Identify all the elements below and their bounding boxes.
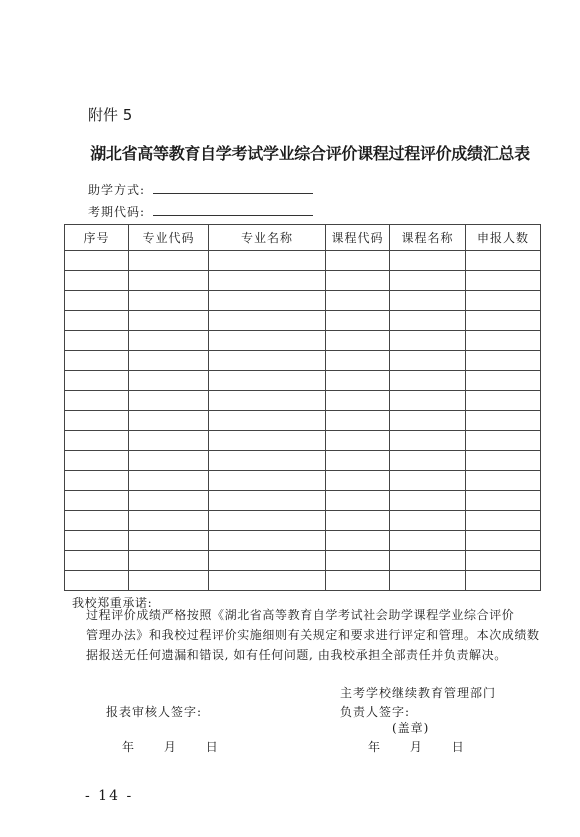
table-header-row	[65, 225, 541, 251]
attachment-label: 附件 5	[88, 106, 133, 124]
commitment-line-1: 过程评价成绩严格按照《湖北省高等教育自学考试社会助学课程学业综合评价	[86, 608, 515, 622]
table-cell[interactable]	[129, 291, 209, 311]
table-row	[65, 311, 541, 331]
table-cell[interactable]	[466, 531, 541, 551]
table-row	[65, 331, 541, 351]
table-cell[interactable]	[390, 391, 466, 411]
table-row	[65, 431, 541, 451]
table-cell[interactable]	[466, 311, 541, 331]
table-cell[interactable]	[209, 391, 326, 411]
column-header-applicant-count: 申报人数	[466, 225, 541, 251]
table-cell[interactable]	[466, 511, 541, 531]
table-cell[interactable]	[466, 271, 541, 291]
table-cell[interactable]	[326, 311, 390, 331]
table-row	[65, 451, 541, 471]
table-cell[interactable]	[65, 491, 129, 511]
table-cell[interactable]	[65, 531, 129, 551]
table-cell[interactable]	[326, 291, 390, 311]
table-row	[65, 511, 541, 531]
table-cell[interactable]	[65, 351, 129, 371]
reviewer-signature-label: 报表审核人签字:	[106, 705, 203, 719]
table-cell[interactable]	[209, 511, 326, 531]
table-row	[65, 491, 541, 511]
table-cell[interactable]	[209, 431, 326, 451]
table-cell[interactable]	[390, 371, 466, 391]
page-number: - 14 -	[85, 788, 134, 804]
table-cell[interactable]	[326, 351, 390, 371]
table-cell[interactable]	[129, 571, 209, 591]
table-cell[interactable]	[390, 351, 466, 371]
table-cell[interactable]	[466, 571, 541, 591]
table-cell[interactable]	[129, 311, 209, 331]
table-cell[interactable]	[65, 471, 129, 491]
table-cell[interactable]	[466, 431, 541, 451]
table-cell[interactable]	[209, 251, 326, 271]
table-cell[interactable]	[390, 471, 466, 491]
table-cell[interactable]	[65, 571, 129, 591]
table-cell[interactable]	[390, 571, 466, 591]
summary-table	[64, 224, 541, 591]
table-cell[interactable]	[390, 311, 466, 331]
table-cell[interactable]	[466, 411, 541, 431]
table-row	[65, 351, 541, 371]
column-header-major-code: 专业代码	[129, 225, 209, 251]
table-cell[interactable]	[129, 551, 209, 571]
table-cell[interactable]	[129, 531, 209, 551]
table-cell[interactable]	[326, 571, 390, 591]
column-header-course-name: 课程名称	[390, 225, 466, 251]
table-row	[65, 291, 541, 311]
table-row	[65, 271, 541, 291]
table-cell[interactable]	[65, 511, 129, 531]
column-header-major-name: 专业名称	[209, 225, 326, 251]
table-cell[interactable]	[129, 471, 209, 491]
table-cell[interactable]	[326, 271, 390, 291]
table-cell[interactable]	[129, 371, 209, 391]
table-cell[interactable]	[129, 431, 209, 451]
table-cell[interactable]	[326, 491, 390, 511]
table-cell[interactable]	[129, 251, 209, 271]
table-body	[65, 251, 541, 591]
table-cell[interactable]	[65, 331, 129, 351]
table-cell[interactable]	[390, 411, 466, 431]
department-label: 主考学校继续教育管理部门	[340, 686, 497, 700]
table-cell[interactable]	[209, 571, 326, 591]
table-cell[interactable]	[209, 351, 326, 371]
table-cell[interactable]	[326, 391, 390, 411]
table-row	[65, 251, 541, 271]
form-title: 湖北省高等教育自学考试学业综合评价课程过程评价成绩汇总表	[90, 144, 530, 163]
table-cell[interactable]	[209, 551, 326, 571]
table-cell[interactable]	[390, 511, 466, 531]
table-row	[65, 471, 541, 491]
table-cell[interactable]	[129, 411, 209, 431]
table-row	[65, 531, 541, 551]
column-header-serial: 序号	[65, 225, 129, 251]
table-cell[interactable]	[466, 291, 541, 311]
table-cell[interactable]	[65, 371, 129, 391]
exam-period-code-field[interactable]	[153, 215, 313, 216]
table-cell[interactable]	[129, 511, 209, 531]
table-cell[interactable]	[326, 431, 390, 451]
seal-label: (盖章)	[392, 721, 430, 735]
table-cell[interactable]	[65, 311, 129, 331]
table-cell[interactable]	[65, 451, 129, 471]
table-cell[interactable]	[326, 551, 390, 571]
table-cell[interactable]	[129, 491, 209, 511]
table-cell[interactable]	[466, 451, 541, 471]
table-cell[interactable]	[209, 291, 326, 311]
table-cell[interactable]	[390, 291, 466, 311]
commitment-line-2: 管理办法》和我校过程评价实施细则有关规定和要求进行评定和管理。本次成绩数	[86, 628, 540, 642]
table-row	[65, 371, 541, 391]
table-row	[65, 411, 541, 431]
table-cell[interactable]	[466, 371, 541, 391]
column-header-course-code: 课程代码	[326, 225, 390, 251]
table-cell[interactable]	[129, 271, 209, 291]
reviewer-date: 年 月 日	[122, 740, 219, 754]
table-cell[interactable]	[466, 351, 541, 371]
table-cell[interactable]	[390, 251, 466, 271]
table-cell[interactable]	[326, 371, 390, 391]
table-cell[interactable]	[326, 531, 390, 551]
table-cell[interactable]	[209, 371, 326, 391]
table-cell[interactable]	[390, 331, 466, 351]
table-cell[interactable]	[390, 451, 466, 471]
table-cell[interactable]	[129, 451, 209, 471]
table-row	[65, 571, 541, 591]
table-cell[interactable]	[209, 471, 326, 491]
table-cell[interactable]	[65, 551, 129, 571]
table-cell[interactable]	[65, 291, 129, 311]
table-cell[interactable]	[129, 391, 209, 411]
head-signature-label: 负责人签字:	[340, 705, 411, 719]
study-mode-field[interactable]	[153, 193, 313, 194]
table-cell[interactable]	[326, 471, 390, 491]
table-cell[interactable]	[65, 271, 129, 291]
table-cell[interactable]	[65, 391, 129, 411]
table-cell[interactable]	[390, 271, 466, 291]
commitment-line-3: 据报送无任何遗漏和错误, 如有任何问题, 由我校承担全部责任并负责解决。	[86, 648, 507, 662]
table-cell[interactable]	[466, 491, 541, 511]
table-cell[interactable]	[209, 411, 326, 431]
commitment-heading: 我校郑重承诺:	[72, 596, 153, 610]
table-cell[interactable]	[466, 471, 541, 491]
study-mode-label: 助学方式:	[88, 183, 146, 197]
table-cell[interactable]	[209, 271, 326, 291]
table-cell[interactable]	[209, 531, 326, 551]
table-cell[interactable]	[390, 431, 466, 451]
table-cell[interactable]	[209, 491, 326, 511]
table-cell[interactable]	[209, 311, 326, 331]
table-cell[interactable]	[466, 331, 541, 351]
table-cell[interactable]	[209, 331, 326, 351]
table-cell[interactable]	[326, 331, 390, 351]
table-cell[interactable]	[65, 411, 129, 431]
table-cell[interactable]	[129, 351, 209, 371]
table-cell[interactable]	[65, 431, 129, 451]
table-cell[interactable]	[65, 251, 129, 271]
table-row	[65, 391, 541, 411]
table-row	[65, 551, 541, 571]
table-cell[interactable]	[326, 411, 390, 431]
table-cell[interactable]	[466, 551, 541, 571]
table-cell[interactable]	[466, 251, 541, 271]
table-cell[interactable]	[390, 551, 466, 571]
table-cell[interactable]	[390, 531, 466, 551]
head-date: 年 月 日	[368, 740, 465, 754]
exam-period-code-label: 考期代码:	[88, 205, 146, 219]
table-cell[interactable]	[326, 511, 390, 531]
table-cell[interactable]	[466, 391, 541, 411]
table-cell[interactable]	[390, 491, 466, 511]
table-cell[interactable]	[326, 251, 390, 271]
table-cell[interactable]	[209, 451, 326, 471]
table-cell[interactable]	[129, 331, 209, 351]
table-cell[interactable]	[326, 451, 390, 471]
